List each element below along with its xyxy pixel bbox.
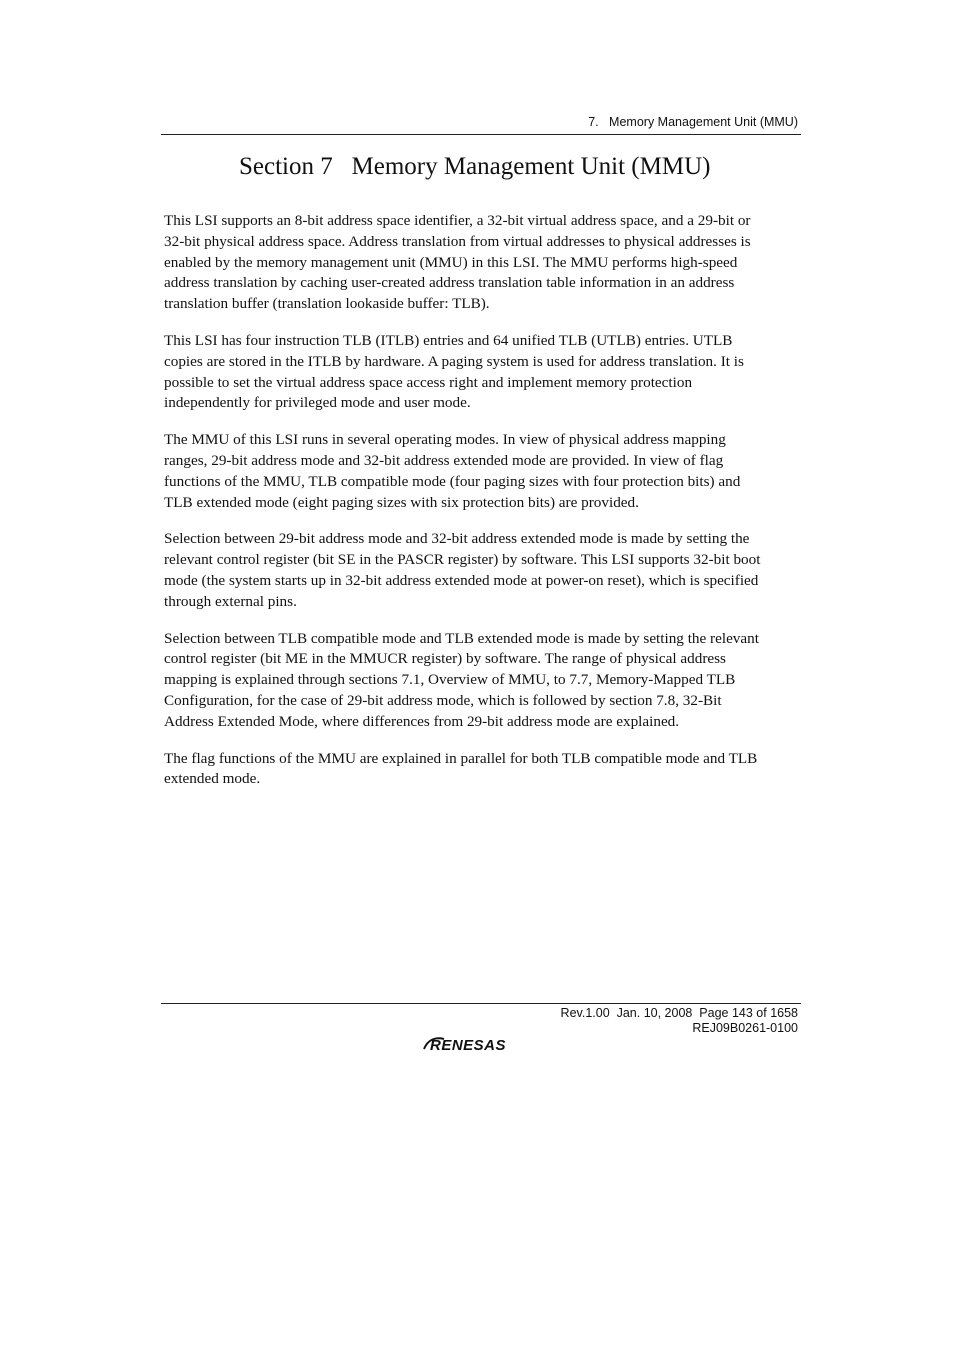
revision-info: Rev.1.00 Jan. 10, 2008 Page 143 of 1658 [560, 1006, 798, 1020]
renesas-logo [422, 1033, 542, 1055]
body-text [164, 211, 804, 806]
text-line: through external pins. [164, 592, 297, 610]
header-rule [161, 134, 801, 135]
text-line: mode (the system starts up in 32-bit address extended mode at power-on reset), which is specified [164, 571, 759, 589]
text-line: This LSI supports an 8-bit address space identifier, a 32-bit virtual address space, and a 29-bit or [164, 212, 751, 229]
footer-rule [161, 1003, 801, 1004]
text-line: The MMU of this LSI runs in several operating modes. In view of physical address mapping [164, 431, 726, 449]
text-line: Address Extended Mode, where differences from 29-bit address mode are explained. [164, 712, 680, 730]
text-line: copies are stored in the ITLB by hardware. A paging system is used for address translation. It is [164, 352, 744, 370]
text-line: functions of the MMU, TLB compatible mode (four paging sizes with four protection bits) and [164, 472, 741, 490]
footer-meta [561, 1006, 798, 1036]
text-line: This LSI has four instruction TLB (ITLB) entries and 64 unified TLB (UTLB) entries. UTLB [164, 331, 733, 349]
text-line: relevant control register (bit SE in the PASCR register) by software. This LSI supports 32-bit boot [164, 551, 761, 569]
paragraph-1 [164, 211, 804, 315]
text-line: TLB extended mode (eight paging sizes with six protection bits) are provided. [164, 493, 639, 511]
text-line: 32-bit physical address space. Address translation from virtual addresses to physical addresses is [164, 232, 751, 250]
text-line: possible to set the virtual address space access right and implement memory protection [164, 373, 693, 391]
paragraph-4 [164, 529, 804, 612]
text-line: control register (bit ME in the MMUCR register) by software. The range of physical address [164, 650, 726, 668]
text-line: The flag functions of the MMU are explained in parallel for both TLB compatible mode and TLB [164, 749, 758, 767]
text-line: extended mode. [164, 770, 261, 788]
text-line: Configuration, for the case of 29-bit address mode, which is followed by section 7.8, 32-Bit [164, 691, 722, 709]
text-line: independently for privileged mode and user mode. [164, 394, 471, 412]
text-line: translation buffer (translation lookaside buffer: TLB). [164, 295, 490, 313]
logo-wordmark: RENESAS [430, 1037, 507, 1054]
paragraph-5 [164, 629, 804, 733]
document-number: REJ09B0261-0100 [692, 1021, 798, 1035]
text-line: ranges, 29-bit address mode and 32-bit address extended mode are provided. In view of flag [164, 451, 724, 469]
text-line: Selection between 29-bit address mode and 32-bit address extended mode is made by setting the [164, 530, 750, 548]
paragraph-2 [164, 331, 804, 414]
text-line: enabled by the memory management unit (MMU) in this LSI. The MMU performs high-speed [164, 253, 738, 271]
text-line: mapping is explained through sections 7.1, Overview of MMU, to 7.7, Memory-Mapped TLB [164, 671, 736, 689]
running-header: 7. Memory Management Unit (MMU) [588, 115, 798, 129]
text-line: Selection between TLB compatible mode and TLB extended mode is made by setting the relevant [164, 629, 759, 647]
paragraph-6 [164, 749, 804, 791]
paragraph-3 [164, 430, 804, 513]
text-line: address translation by caching user-created address translation table information in an address [164, 274, 735, 292]
section-title: Section 7 Memory Management Unit (MMU) [239, 153, 711, 180]
